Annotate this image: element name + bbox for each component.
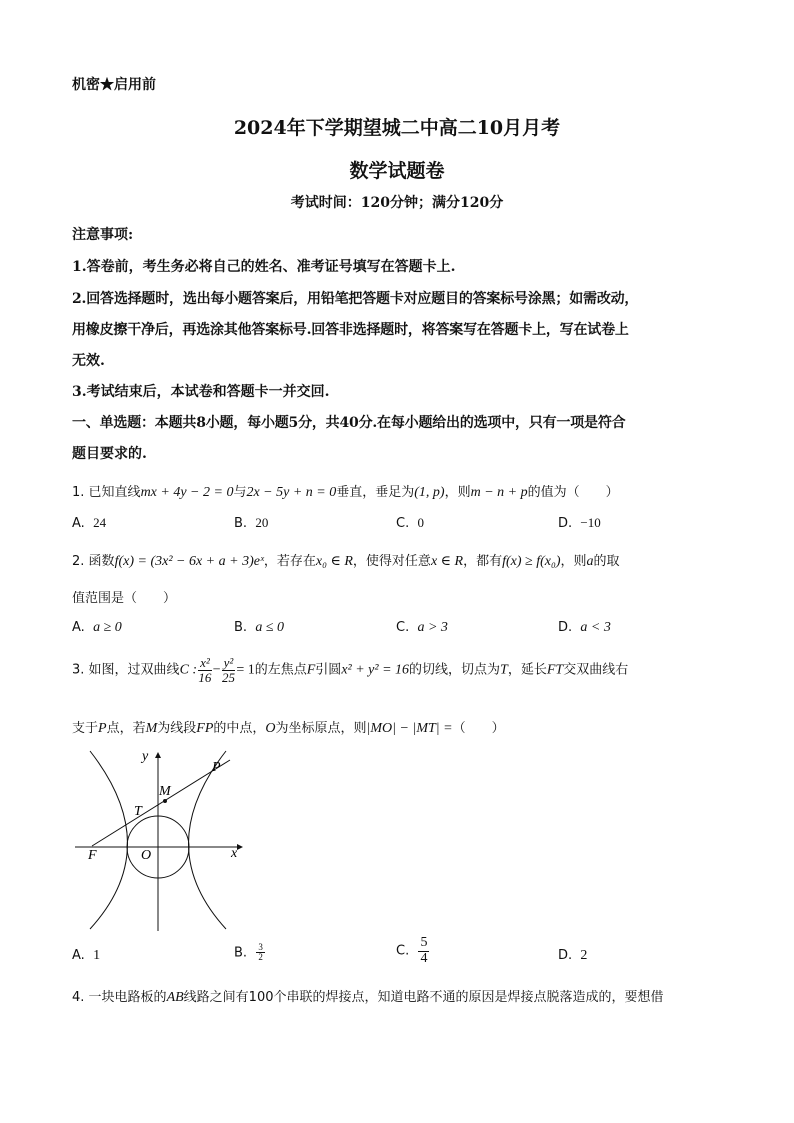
x-condition: x ∈ R bbox=[430, 554, 464, 569]
option-d: D. 2 bbox=[558, 948, 588, 963]
option-b: B. a ≤ 0 bbox=[234, 620, 285, 635]
question-text: 的值为（ ） bbox=[527, 485, 619, 500]
foot-point: (1, p) bbox=[414, 485, 445, 500]
section-heading-line-2: 题目要求的. bbox=[72, 446, 147, 462]
question-text: ，则 bbox=[444, 485, 471, 500]
x0-condition: x₀ ∈ R bbox=[315, 554, 353, 569]
option-d: D. −10 bbox=[558, 515, 601, 531]
question-3-stem: 3. 如图，过双曲线C : $\frac{\text{x²}}{16}$ − $\frac{\text{y²}}{25}$ = 1的左焦点F引圆x² + y² = 16的切线，切点为T，延长FT交双曲线右 bbox=[72, 655, 629, 685]
function-definition: f(x) = (3x² − 6x + a + 3)eˣ bbox=[114, 554, 264, 569]
label-y: y bbox=[142, 749, 149, 764]
notice-item-2-line-3: 无效. bbox=[72, 353, 105, 369]
option-b: B. $\frac{3}{2}$ bbox=[234, 942, 263, 963]
question-1-stem bbox=[72, 481, 619, 501]
option-c: C. 0 bbox=[396, 515, 424, 531]
notice-item-3: 3.考试结束后，本试卷和答题卡一并交回. bbox=[72, 384, 330, 400]
tangent-line bbox=[92, 760, 230, 846]
section-heading-line-1: 一、单选题：本题共8小题，每小题5分，共40分.在每小题给出的选项中，只有一项是符合 bbox=[72, 415, 626, 431]
hyperbola-figure bbox=[70, 745, 255, 935]
option-a: A. a ≥ 0 bbox=[72, 620, 122, 635]
question-3-stem-line-2: 支于P点，若M为线段FP的中点，O为坐标原点，则|MO| − |MT| =（ ） bbox=[72, 721, 505, 736]
label-f: F bbox=[88, 848, 97, 863]
notice-item-2-line-2: 用橡皮擦干净后，再选涂其他答案标号.回答非选择题时，将答案写在答题卡上，写在试卷上 bbox=[72, 322, 629, 338]
hyperbola-name: C : bbox=[179, 662, 198, 678]
hyperbola-left-branch bbox=[90, 751, 128, 929]
inequality: f(x) ≥ f(x₀) bbox=[502, 554, 561, 569]
label-m: M bbox=[159, 784, 171, 799]
question-text: 已知直线 bbox=[88, 485, 141, 500]
label-t: T bbox=[134, 804, 142, 819]
label-o: O bbox=[141, 848, 152, 863]
question-text: 与 bbox=[233, 485, 247, 500]
question-4-stem: 4. 一块电路板的AB线路之间有100个串联的焊接点，知道电路不通的原因是焊接点脱落造成的，要想借 bbox=[72, 990, 664, 1005]
question-2-stem: 2. 函数f(x) = (3x² − 6x + a + 3)eˣ，若存在x₀ ∈ R，使得对任意x ∈ R，都有f(x) ≥ f(x₀)，则a的取 bbox=[72, 554, 620, 569]
option-a: A. 24 bbox=[72, 515, 107, 531]
exam-title: 2024年下学期望城二中高二10月月考 bbox=[233, 117, 561, 139]
target-expression: |MO| − |MT| = bbox=[366, 721, 453, 736]
equation-line-1: mx + 4y − 2 = 0 bbox=[140, 485, 234, 500]
option-a: A. 1 bbox=[72, 948, 101, 963]
option-d: D. a < 3 bbox=[558, 620, 611, 635]
hyperbola-right-branch bbox=[189, 751, 227, 929]
exam-subtitle: 数学试题卷 bbox=[349, 160, 445, 182]
equation-line-2: 2x − 5y + n = 0 bbox=[246, 485, 337, 500]
option-b: B. 20 bbox=[234, 515, 269, 531]
label-x: x bbox=[231, 846, 238, 861]
confidential-label: 机密★启用前 bbox=[72, 77, 156, 93]
question-text: 垂直，垂足为 bbox=[336, 485, 415, 500]
notice-heading: 注意事项: bbox=[72, 227, 134, 243]
fraction-x2-over-16: $\frac{\text{x²}}{16}$ bbox=[198, 655, 212, 685]
fraction-y2-over-25: $\frac{\text{y²}}{25}$ bbox=[221, 655, 235, 685]
label-p: P bbox=[212, 760, 221, 775]
question-number: 3. bbox=[72, 662, 85, 678]
notice-item-2-line-1: 2.回答选择题时，选出每小题答案后，用铅笔把答题卡对应题目的答案标号涂黑；如需改动， bbox=[72, 291, 639, 307]
target-expression: m − n + p bbox=[470, 485, 528, 500]
variable-a: a bbox=[586, 554, 594, 569]
midpoint-m bbox=[163, 799, 167, 803]
question-2-stem-line-2: 值范围是（ ） bbox=[72, 591, 177, 606]
question-number: 2. bbox=[72, 554, 85, 569]
question-number: 4. bbox=[72, 990, 85, 1005]
option-c: C. a > 3 bbox=[396, 620, 448, 635]
notice-item-1: 1.答卷前，考生务必将自己的姓名、准考证号填写在答题卡上. bbox=[72, 259, 456, 275]
circle-equation: x² + y² = 16 bbox=[341, 662, 410, 678]
question-number: 1. bbox=[72, 485, 85, 500]
exam-info: 考试时间：120分钟；满分120分 bbox=[290, 195, 504, 211]
option-c: C. $\frac{5}{4}$ bbox=[396, 935, 428, 966]
